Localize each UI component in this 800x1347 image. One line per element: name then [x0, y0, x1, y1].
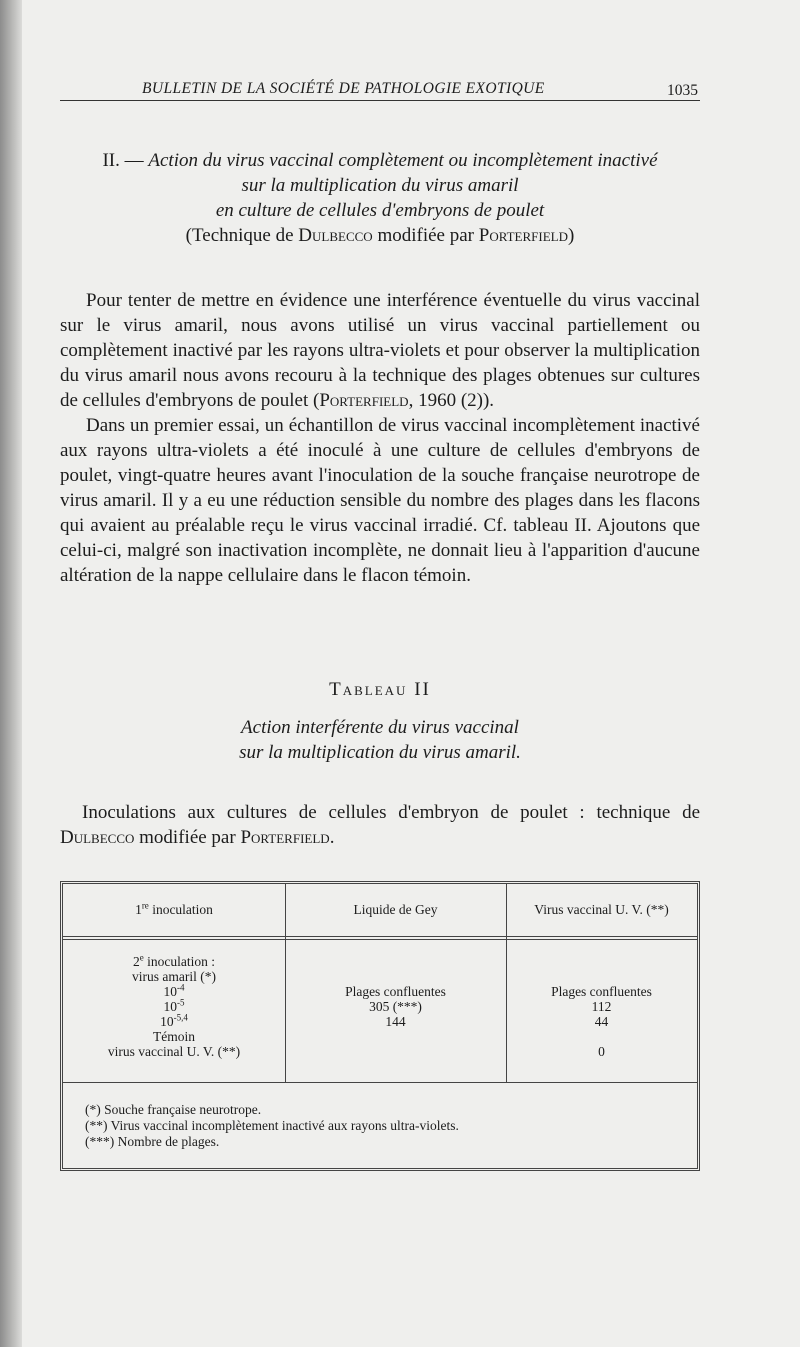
intro-author-dulbecco: Dulbecco: [60, 827, 135, 848]
table-caption: [60, 677, 700, 765]
author-dulbecco: Dulbecco: [298, 225, 373, 246]
journal-title: BULLETIN DE LA SOCIÉTÉ DE PATHOLOGIE EXOTIQUE: [142, 80, 545, 97]
section-title-line1: Action du virus vaccinal complètement ou incomplètement inactivé: [148, 150, 658, 171]
virus-amaril-label: virus amaril (*): [132, 969, 216, 984]
section-title-line3: en culture de cellules d'embryons de poulet: [215, 200, 545, 221]
vaccinal-temoin-value: 0: [598, 1044, 605, 1059]
page: [60, 0, 700, 1347]
footnote-1: (*) Souche française neurotrope.: [85, 1102, 262, 1117]
column-virus-vaccinal: [506, 954, 697, 1059]
header-liquide-de-gey: Liquide de Gey: [353, 902, 438, 917]
page-number: 1035: [667, 82, 698, 99]
author-porterfield: Porterfield: [478, 225, 568, 246]
section-title: [60, 148, 700, 248]
vaccinal-value-1: 112: [591, 999, 612, 1014]
table-label: Tableau II: [329, 679, 431, 700]
gey-value-1: 305 (***): [369, 999, 422, 1014]
vaccinal-value-2: 44: [594, 1014, 609, 1029]
gey-value-2: 144: [385, 1014, 406, 1029]
section-title-line2: sur la multiplication du virus amaril: [241, 175, 519, 196]
section-technique: (Technique de Dulbecco modifiée par Porterfield): [185, 225, 575, 246]
vaccinal-plages-label: Plages confluentes: [551, 984, 652, 999]
temoin-virus-label: virus vaccinal U. V. (**): [107, 1044, 241, 1059]
header-first-inoculation: 1re inoculation: [135, 900, 213, 917]
table-footnotes: [85, 1102, 459, 1150]
dilution-1: $10^{-4}$: [163, 982, 185, 999]
running-head: [60, 76, 700, 101]
body-text: [60, 288, 700, 588]
table-intro: Inoculations aux cultures de cellules d'embryon de poulet : technique de Dulbecco modifiée par Porterfield.: [60, 802, 700, 848]
table-caption-line1: Action interférente du virus vaccinal: [241, 717, 519, 738]
results-table: [60, 881, 700, 1171]
dilution-3: $10^{-5,4}$: [160, 1012, 188, 1029]
book-spine-shadow: [0, 0, 22, 1347]
table-caption-line2: sur la multiplication du virus amaril.: [239, 742, 521, 763]
second-inoculation-label: 2e inoculation :: [133, 952, 215, 969]
column-liquide-de-gey: [285, 954, 506, 1029]
paragraph-1: Pour tenter de mettre en évidence une interférence éventuelle du virus vaccinal sur le virus amaril, nous avons utilisé un virus vaccinal partiellement ou complètement inactivé par les rayons ultra-violets et pour observer la multiplication du virus amaril nous avons recouru à la technique des plages obtenues sur cultures de cellules d'embryons de poulet (Porterfield, 1960 (2)).: [60, 290, 700, 411]
dilution-2: $10^{-5}$: [163, 997, 185, 1014]
column-inoculation: [63, 954, 285, 1059]
intro-author-porterfield: Porterfield: [240, 827, 330, 848]
gey-plages-label: Plages confluentes: [345, 984, 446, 999]
footnote-2: (**) Virus vaccinal incomplètement inactivé aux rayons ultra-violets.: [85, 1118, 459, 1133]
temoin-label: Témoin: [153, 1029, 195, 1044]
header-virus-vaccinal: Virus vaccinal U. V. (**): [534, 902, 669, 917]
section-number: II. —: [102, 150, 149, 171]
paragraph-2: Dans un premier essai, un échantillon de virus vaccinal incomplètement inactivé aux rayons ultra-violets a été inoculé à une culture de cellules d'embryons de poulet, vingt-quatre heures avant l'inoculation de la souche française neurotrope de virus amaril. Il y a eu une réduction sensible du nombre des plages dans les flacons qui avaient au préalable reçu le virus vaccinal irradié. Cf. tableau II. Ajoutons que celui-ci, malgré son inactivation incomplète, ne donnait lieu à l'apparition d'aucune altération de la nappe cellulaire dans le flacon témoin.: [60, 415, 700, 586]
footnote-3: (***) Nombre de plages.: [85, 1134, 220, 1149]
citation-author: Porterfield: [319, 390, 409, 411]
